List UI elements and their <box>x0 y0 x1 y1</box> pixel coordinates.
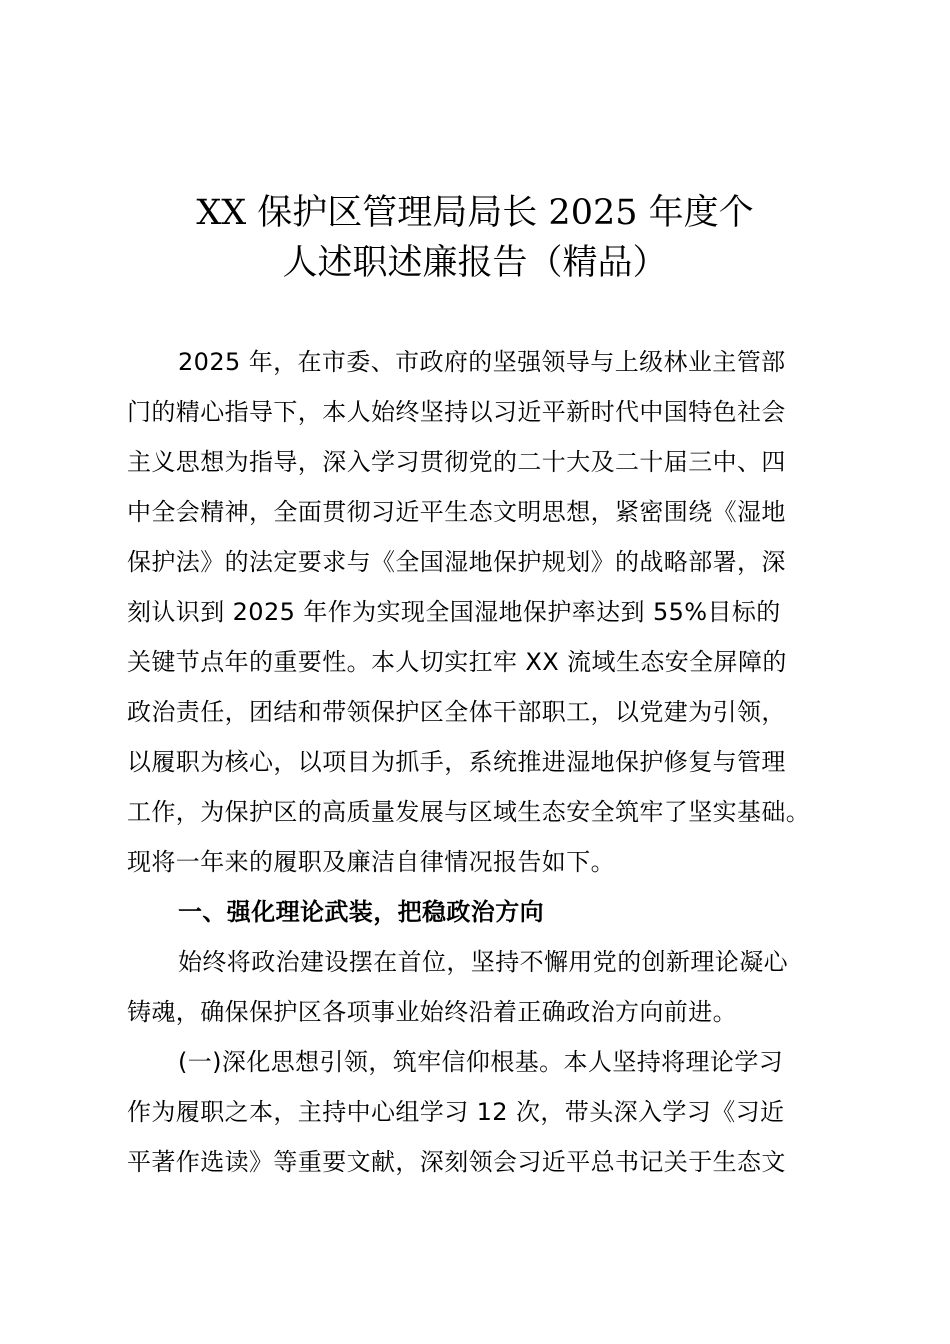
body-line: 刻认识到 2025 年作为实现全国湿地保护率达到 55%目标的 <box>127 598 781 626</box>
title-line-1: XX 保护区管理局局长 2025 年度个 <box>196 193 754 233</box>
body-line: 中全会精神，全面贯彻习近平生态文明思想，紧密围绕《湿地 <box>127 498 786 526</box>
title-line-2: 人述职述廉报告（精品） <box>282 243 668 283</box>
section-heading-1: 一、强化理论武装，把稳政治方向 <box>178 898 544 926</box>
subsection-line: (一)深化思想引领，筑牢信仰根基。本人坚持将理论学习 <box>178 1048 784 1076</box>
document-title <box>127 188 823 288</box>
body-line: 保护法》的法定要求与《全国湿地保护规划》的战略部署，深 <box>127 548 786 576</box>
body-line: 作为履职之本，主持中心组学习 12 次，带头深入学习《习近 <box>127 1098 785 1126</box>
body-line: 铸魂，确保保护区各项事业始终沿着正确政治方向前进。 <box>127 998 737 1026</box>
body-line: 工作，为保护区的高质量发展与区域生态安全筑牢了坚实基础。 <box>127 798 811 826</box>
body-line: 2025 年，在市委、市政府的坚强领导与上级林业主管部 <box>178 348 786 376</box>
body-line: 政治责任，团结和带领保护区全体干部职工，以党建为引领， <box>127 698 786 726</box>
body-line: 以履职为核心，以项目为抓手，系统推进湿地保护修复与管理 <box>127 748 786 776</box>
body-line: 现将一年来的履职及廉洁自律情况报告如下。 <box>127 848 615 876</box>
body-line: 关键节点年的重要性。本人切实扛牢 XX 流域生态安全屏障的 <box>127 648 787 676</box>
body-line: 主义思想为指导，深入学习贯彻党的二十大及二十届三中、四 <box>127 448 786 476</box>
body-line: 门的精心指导下，本人始终坚持以习近平新时代中国特色社会 <box>127 398 786 426</box>
body-line: 始终将政治建设摆在首位，坚持不懈用党的创新理论凝心 <box>178 948 788 976</box>
body-line: 平著作选读》等重要文献，深刻领会习近平总书记关于生态文 <box>127 1148 786 1176</box>
